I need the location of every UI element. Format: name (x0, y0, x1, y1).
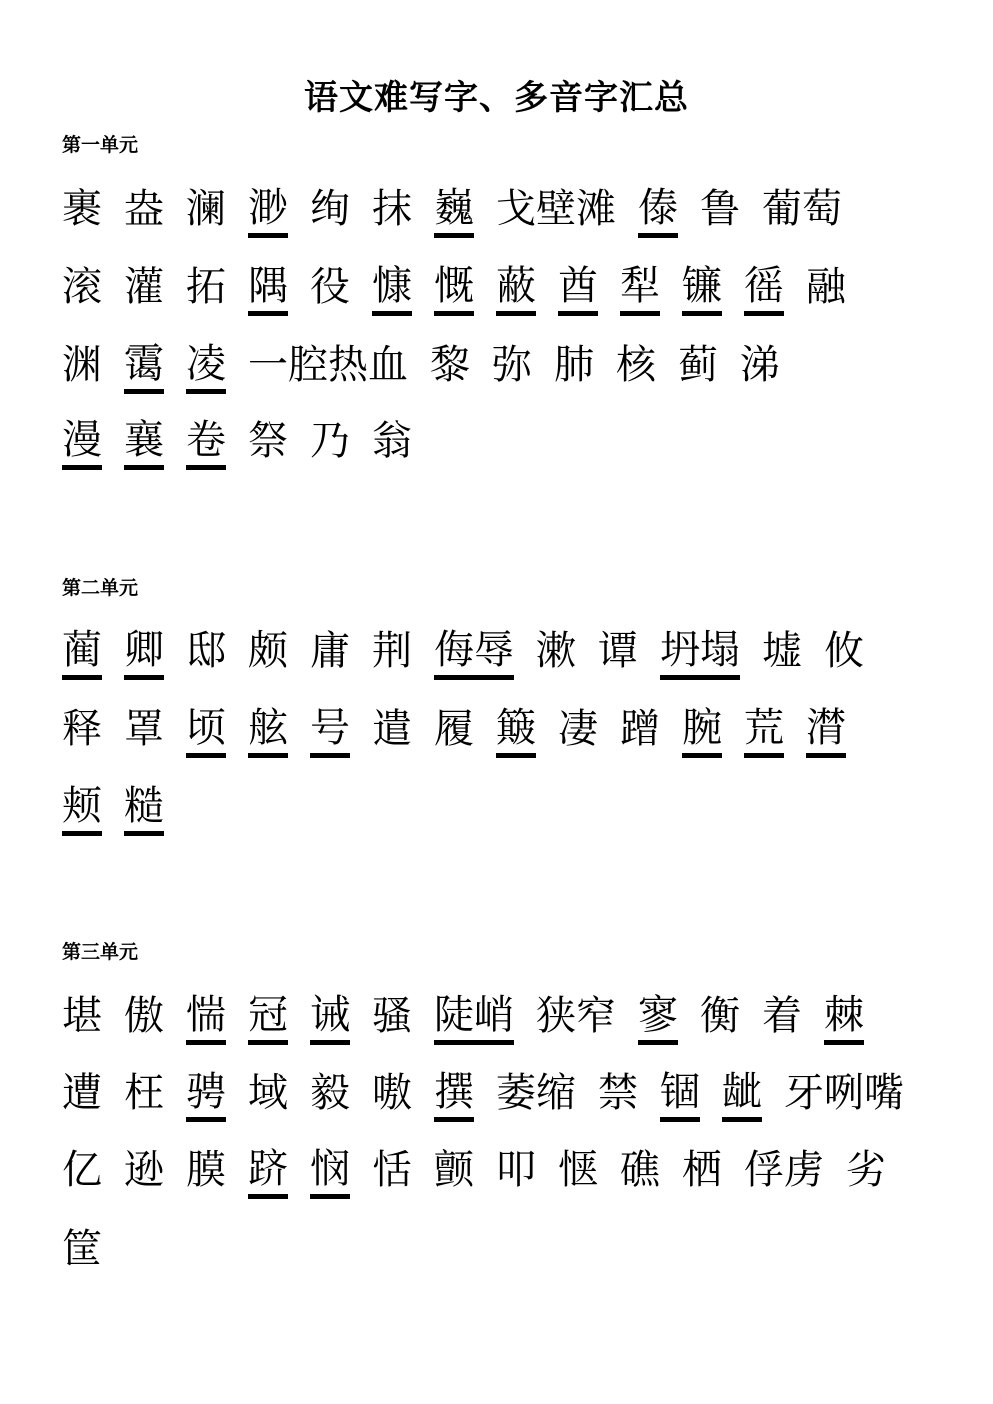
word: 乃 (310, 418, 350, 464)
unit-label: 第三单元 (62, 941, 139, 963)
word: 攸 (824, 628, 864, 674)
character-row (62, 1062, 926, 1122)
character-row (62, 334, 802, 394)
word: 履 (434, 706, 474, 752)
underlined-word: 霭 (124, 339, 164, 394)
underlined-word: 棘 (824, 990, 864, 1045)
underlined-word: 犁 (620, 261, 660, 316)
word: 颤 (434, 1147, 474, 1193)
word: 叩 (496, 1147, 536, 1193)
character-row (62, 178, 864, 238)
word: 禁 (598, 1070, 638, 1116)
underlined-word: 簸 (496, 703, 536, 758)
underlined-word: 悯 (310, 1144, 350, 1199)
underlined-word: 凌 (186, 339, 226, 394)
character-row (62, 1218, 124, 1278)
word: 俘虏 (744, 1147, 824, 1193)
character-row (62, 410, 434, 470)
underlined-word: 渺 (248, 183, 288, 238)
word: 膜 (186, 1147, 226, 1193)
word: 傲 (124, 993, 164, 1039)
underlined-word: 荒 (744, 703, 784, 758)
underlined-word: 号 (310, 703, 350, 758)
underlined-word: 诫 (310, 990, 350, 1045)
character-row (62, 698, 868, 758)
word: 颇 (248, 628, 288, 674)
word: 衡 (700, 993, 740, 1039)
underlined-word: 坍塌 (660, 625, 740, 680)
word: 葡萄 (762, 186, 842, 232)
word: 戈壁滩 (496, 186, 616, 232)
word: 渊 (62, 342, 102, 388)
word: 劣 (846, 1147, 886, 1193)
word: 逊 (124, 1147, 164, 1193)
word: 惬 (558, 1147, 598, 1193)
word: 拓 (186, 264, 226, 310)
underlined-word: 龇 (722, 1067, 762, 1122)
word: 庸 (310, 628, 350, 674)
word: 融 (806, 264, 846, 310)
word: 蓟 (678, 342, 718, 388)
word: 一腔热血 (248, 342, 408, 388)
unit-label: 第一单元 (62, 134, 139, 156)
word: 役 (310, 264, 350, 310)
word: 邸 (186, 628, 226, 674)
word: 礁 (620, 1147, 660, 1193)
word: 着 (762, 993, 802, 1039)
underlined-word: 腕 (682, 703, 722, 758)
underlined-word: 惴 (186, 990, 226, 1045)
underlined-word: 卷 (186, 415, 226, 470)
character-row (62, 256, 868, 316)
underlined-word: 糙 (124, 781, 164, 836)
word: 蹭 (620, 706, 660, 752)
underlined-word: 潸 (806, 703, 846, 758)
underlined-word: 颊 (62, 781, 102, 836)
word: 栖 (682, 1147, 722, 1193)
word: 毅 (310, 1070, 350, 1116)
underlined-word: 顷 (186, 703, 226, 758)
underlined-word: 撰 (434, 1067, 474, 1122)
word: 堪 (62, 993, 102, 1039)
word: 狭窄 (536, 993, 616, 1039)
word: 澜 (186, 186, 226, 232)
character-row (62, 1139, 908, 1199)
word: 祭 (248, 418, 288, 464)
word: 弥 (492, 342, 532, 388)
underlined-word: 蔽 (496, 261, 536, 316)
word: 漱 (536, 628, 576, 674)
word: 肺 (554, 342, 594, 388)
word: 释 (62, 706, 102, 752)
word: 亿 (62, 1147, 102, 1193)
word: 滚 (62, 264, 102, 310)
underlined-word: 卿 (124, 625, 164, 680)
character-row (62, 985, 886, 1045)
word: 萎缩 (496, 1070, 576, 1116)
underlined-word: 傣 (638, 183, 678, 238)
word: 涕 (740, 342, 780, 388)
character-row (62, 620, 886, 680)
page-title: 语文难写字、多音字汇总 (304, 78, 689, 118)
word: 灌 (124, 264, 164, 310)
word: 遭 (62, 1070, 102, 1116)
underlined-word: 舷 (248, 703, 288, 758)
underlined-word: 酋 (558, 261, 598, 316)
word: 遣 (372, 706, 412, 752)
word: 抹 (372, 186, 412, 232)
underlined-word: 慨 (434, 261, 474, 316)
word: 嗷 (372, 1070, 412, 1116)
character-row (62, 776, 186, 836)
word: 骚 (372, 993, 412, 1039)
word: 盎 (124, 186, 164, 232)
word: 域 (248, 1070, 288, 1116)
word: 核 (616, 342, 656, 388)
underlined-word: 锢 (660, 1067, 700, 1122)
underlined-word: 冠 (248, 990, 288, 1045)
word: 黎 (430, 342, 470, 388)
underlined-word: 漫 (62, 415, 102, 470)
word: 恬 (372, 1147, 412, 1193)
word: 谭 (598, 628, 638, 674)
underlined-word: 巍 (434, 183, 474, 238)
underlined-word: 陡峭 (434, 990, 514, 1045)
word: 鲁 (700, 186, 740, 232)
underlined-word: 隅 (248, 261, 288, 316)
unit-label: 第二单元 (62, 577, 139, 599)
word: 枉 (124, 1070, 164, 1116)
underlined-word: 寥 (638, 990, 678, 1045)
word: 裹 (62, 186, 102, 232)
word: 墟 (762, 628, 802, 674)
word: 牙咧嘴 (784, 1070, 904, 1116)
underlined-word: 镰 (682, 261, 722, 316)
underlined-word: 徭 (744, 261, 784, 316)
word: 凄 (558, 706, 598, 752)
underlined-word: 蔺 (62, 625, 102, 680)
underlined-word: 骋 (186, 1067, 226, 1122)
word: 荆 (372, 628, 412, 674)
word: 翁 (372, 418, 412, 464)
underlined-word: 侮辱 (434, 625, 514, 680)
underlined-word: 襄 (124, 415, 164, 470)
underlined-word: 跻 (248, 1144, 288, 1199)
word: 筐 (62, 1226, 102, 1272)
word: 罩 (124, 706, 164, 752)
word: 绚 (310, 186, 350, 232)
underlined-word: 慷 (372, 261, 412, 316)
